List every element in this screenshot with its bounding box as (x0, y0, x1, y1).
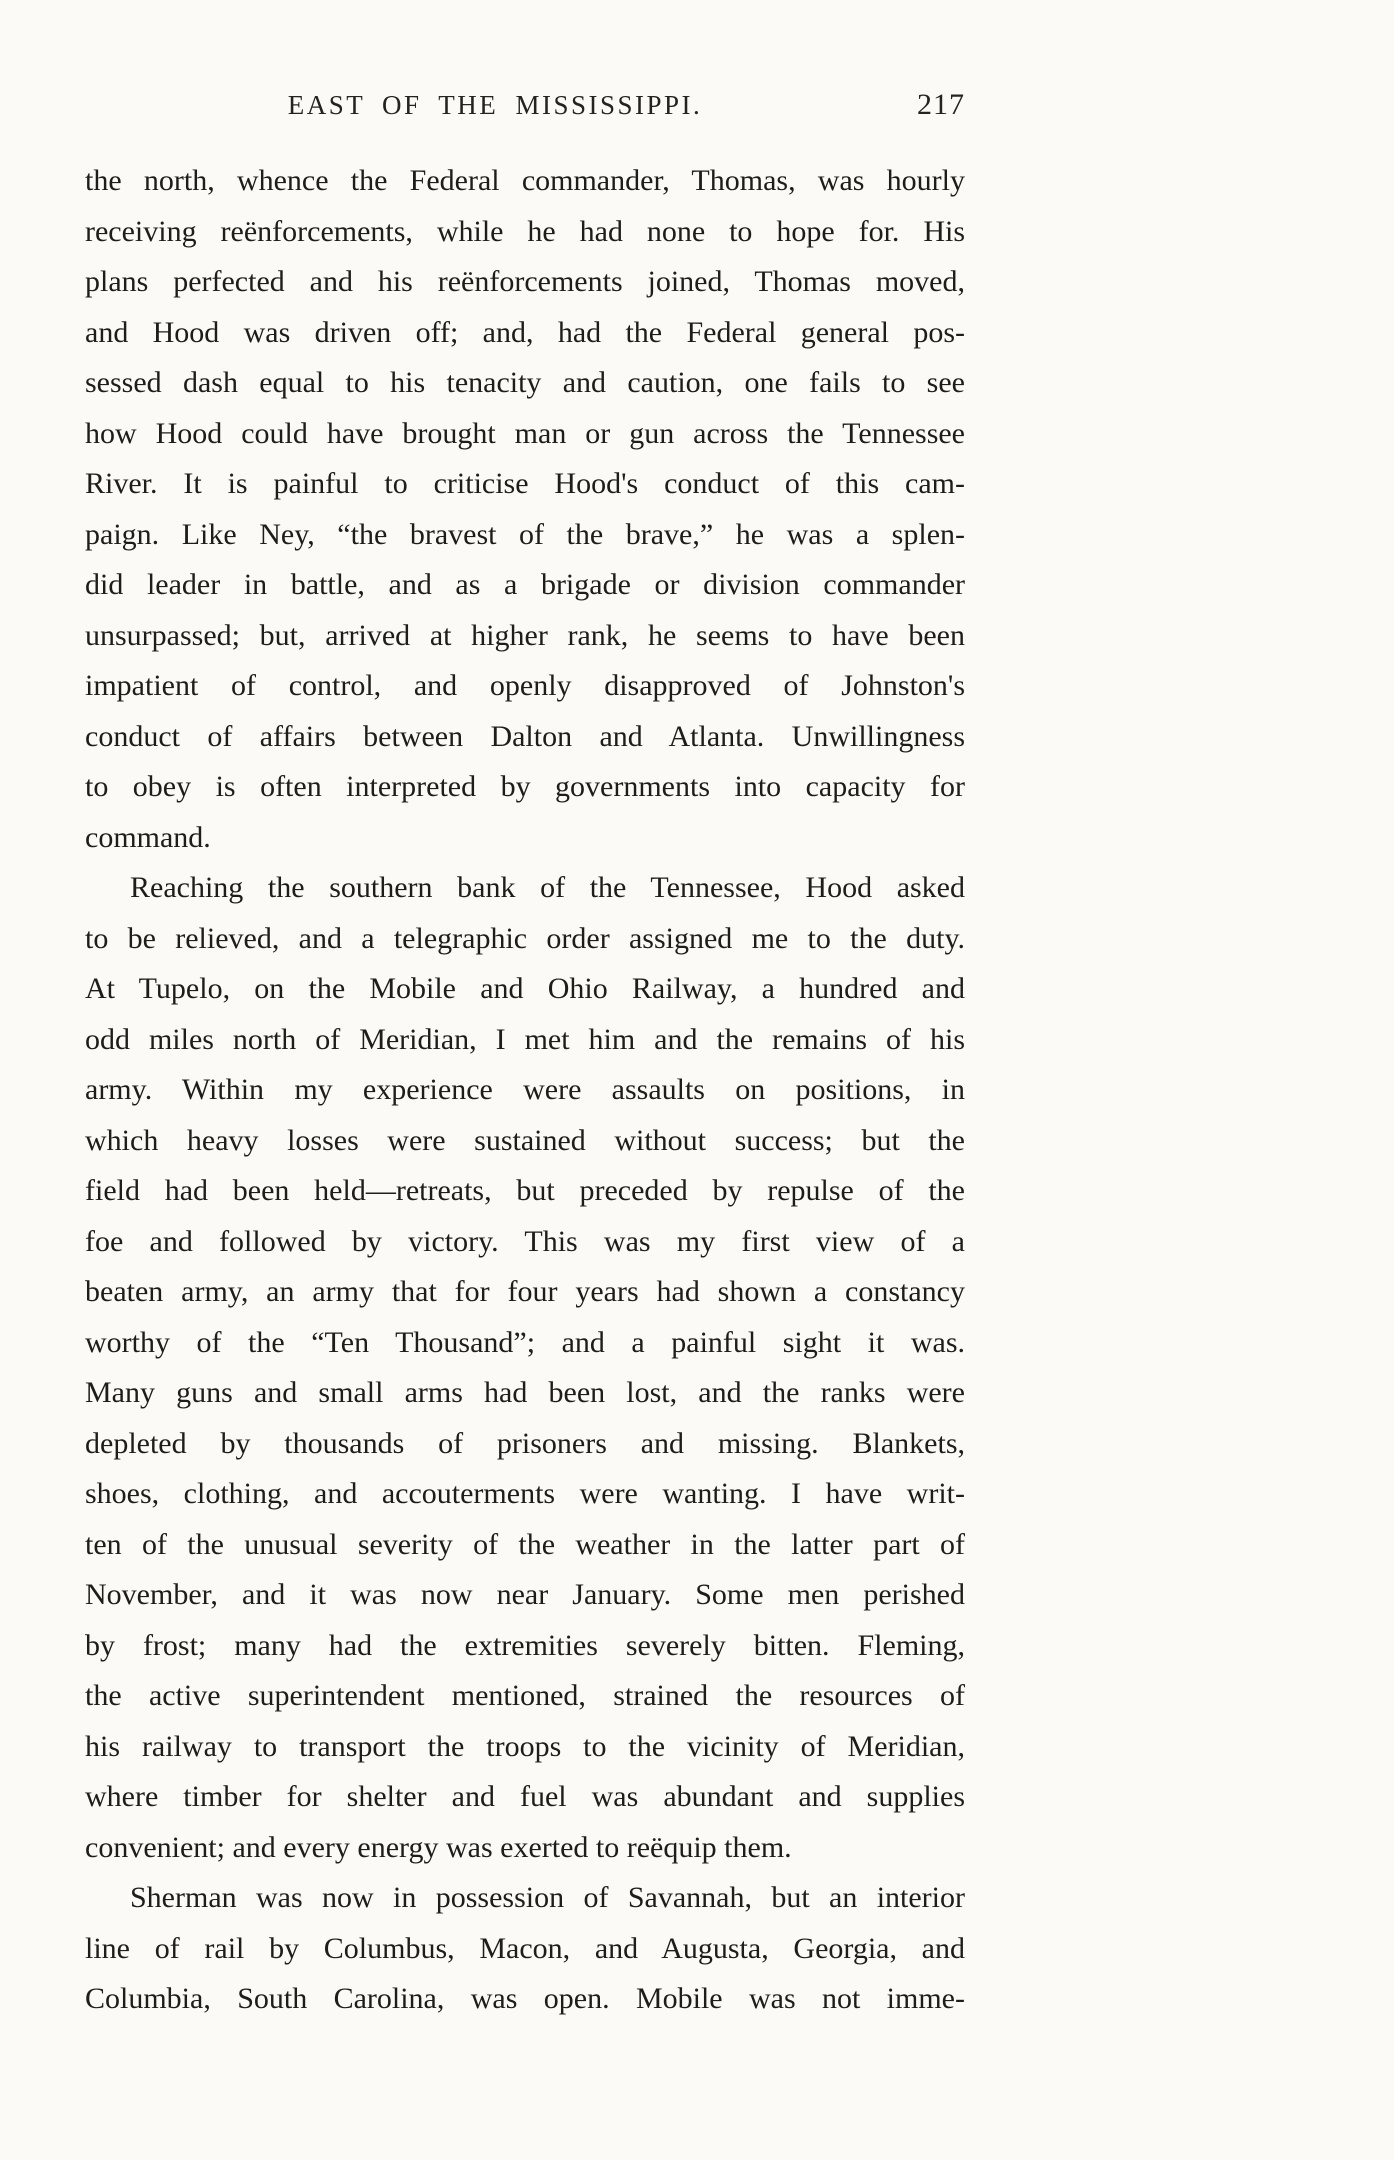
text-line: sessed dash equal to his tenacity and caution, one fails to see (85, 366, 965, 399)
text-line: army. Within my experience were assaults on positions, in (85, 1073, 965, 1106)
page-text (85, 156, 965, 2025)
page-number: 217 (917, 88, 965, 121)
text-line: November, and it was now near January. Some men perished (85, 1578, 965, 1611)
text-line: receiving reënforcements, while he had none to hope for. His (85, 214, 965, 248)
text-line: convenient; and every energy was exerted to reëquip them. (85, 1830, 792, 1864)
text-line: the north, whence the Federal commander, Thomas, was hourly (85, 164, 965, 197)
text-line: the active superintendent mentioned, strained the resources of (85, 1679, 965, 1712)
text-line: Many guns and small arms had been lost, and the ranks were (85, 1376, 965, 1409)
text-line: Columbia, South Carolina, was open. Mobile was not imme- (85, 1982, 965, 2015)
text-line: where timber for shelter and fuel was abundant and supplies (85, 1780, 965, 1813)
text-line: foe and followed by victory. This was my first view of a (85, 1224, 965, 1258)
text-line: unsurpassed; but, arrived at higher rank, he seems to have been (85, 618, 965, 652)
text-line: which heavy losses were sustained without success; but the (85, 1123, 965, 1157)
text-line: to be relieved, and a telegraphic order assigned me to the duty. (85, 921, 965, 955)
text-line: plans perfected and his reënforcements joined, Thomas moved, (85, 265, 965, 298)
text-line: paign. Like Ney, “the bravest of the brave,” he was a splen- (85, 517, 965, 551)
text-line: shoes, clothing, and accouterments were wanting. I have writ- (85, 1477, 965, 1510)
text-line: Sherman was now in possession of Savannah, but an interior (130, 1881, 965, 1914)
text-line: worthy of the “Ten Thousand”; and a painful sight it was. (85, 1325, 965, 1359)
page-header (85, 88, 965, 128)
text-line: by frost; many had the extremities severely bitten. Fleming, (85, 1628, 965, 1662)
text-line: impatient of control, and openly disapproved of Johnston's (85, 669, 965, 702)
text-line: Reaching the southern bank of the Tennessee, Hood asked (130, 871, 965, 904)
text-line: to obey is often interpreted by governments into capacity for (85, 770, 965, 803)
text-line: odd miles north of Meridian, I met him and the remains of his (85, 1022, 965, 1056)
text-line: field had been held—retreats, but preceded by repulse of the (85, 1174, 965, 1207)
text-line: conduct of affairs between Dalton and Atlanta. Unwillingness (85, 719, 965, 753)
text-line: did leader in battle, and as a brigade or division commander (85, 568, 965, 601)
text-line: depleted by thousands of prisoners and missing. Blankets, (85, 1426, 965, 1460)
text-line: how Hood could have brought man or gun across the Tennessee (85, 416, 965, 450)
running-title: EAST OF THE MISSISSIPPI. (287, 90, 703, 120)
text-line: and Hood was driven off; and, had the Federal general pos- (85, 315, 965, 349)
text-line: At Tupelo, on the Mobile and Ohio Railway, a hundred and (85, 972, 965, 1005)
text-line: command. (85, 820, 211, 854)
text-line: his railway to transport the troops to the vicinity of Meridian, (85, 1729, 965, 1763)
text-line: beaten army, an army that for four years had shown a constancy (85, 1275, 965, 1308)
text-line: River. It is painful to criticise Hood's conduct of this cam- (85, 467, 965, 500)
text-line: line of rail by Columbus, Macon, and Augusta, Georgia, and (85, 1931, 965, 1965)
text-line: ten of the unusual severity of the weather in the latter part of (85, 1527, 965, 1561)
